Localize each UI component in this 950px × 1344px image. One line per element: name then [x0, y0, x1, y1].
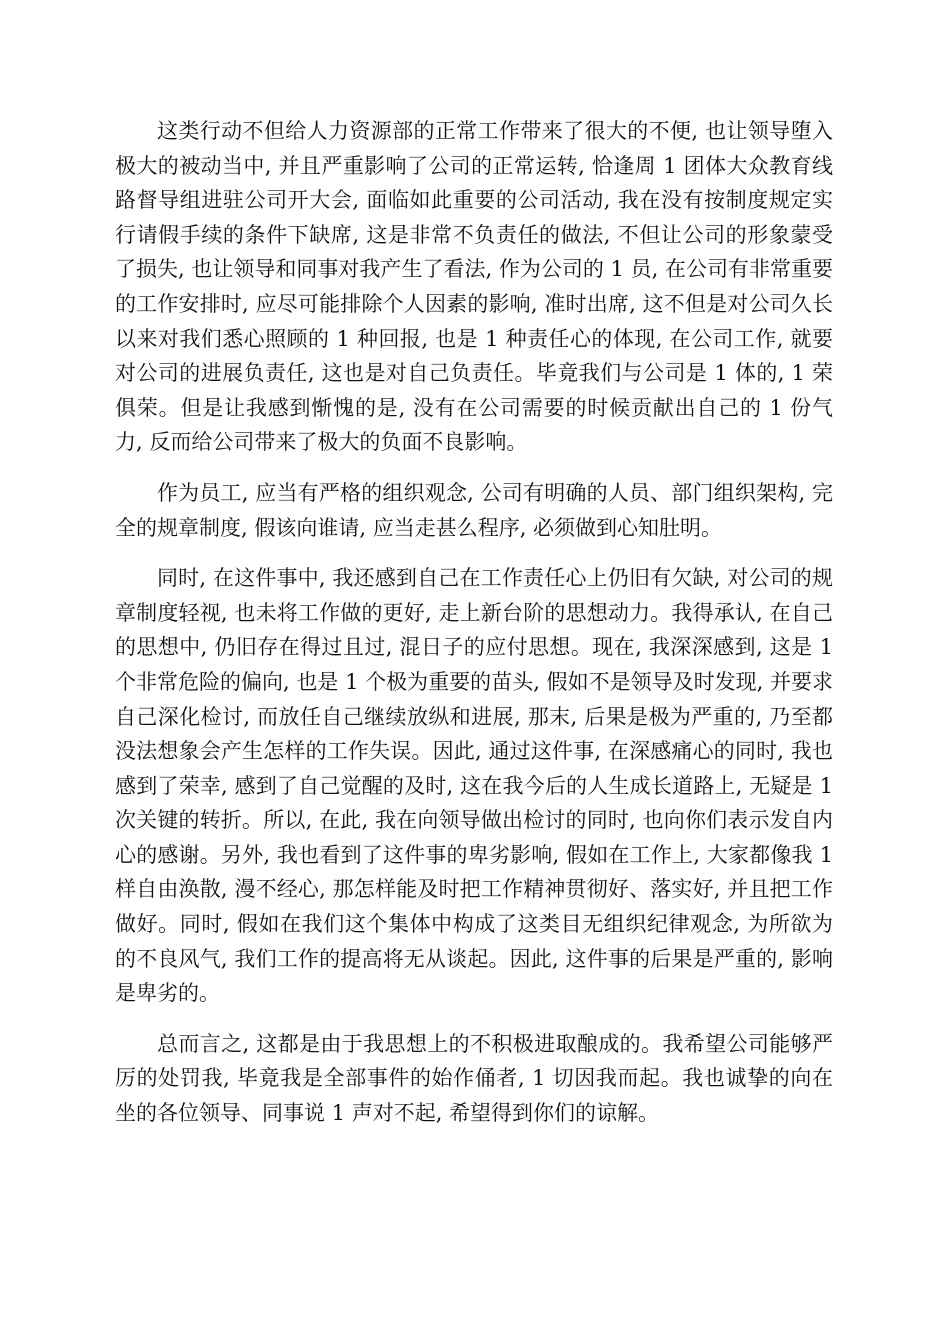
document-body: [115, 114, 833, 1147]
paragraph-4: 总而言之, 这都是由于我思想上的不积极进取酿成的。我希望公司能够严厉的处罚我, 毕竟我是全部事件的始作俑者, 1 切因我而起。我也诚挚的向在坐的各位领导、同事说 1 声对不起, 希望得到你们的谅解。: [115, 1031, 833, 1126]
paragraph-2: 作为员工, 应当有严格的组织观念, 公司有明确的人员、部门组织架构, 完全的规章制度, 假该向谁请, 应当走甚么程序, 必须做到心知肚明。: [115, 480, 833, 540]
paragraph-3: 同时, 在这件事中, 我还感到自己在工作责任心上仍旧有欠缺, 对公司的规章制度轻视, 也未将工作做的更好, 走上新台阶的思想动力。我得承认, 在自己的思想中, 仍旧存在得过且过, 混日子的应付思想。现在, 我深深感到, 这是 1 个非常危险的偏向, 也是 1 个极为重要的苗头, 假如不是领导及时发现, 并要求自己深化检讨, 而放任自己继续放纵和进展, 那末, 后果是极为严重的, 乃至都没法想象会产生怎样的工作失误。因此, 通过这件事, 在深感痛心的同时, 我也感到了荣幸, 感到了自己觉醒的及时, 这在我今后的人生成长道路上, 无疑是 1 次关键的转折。所以, 在此, 我在向领导做出检讨的同时, 也向你们表示发自内心的感谢。另外, 我也看到了这件事的卑劣影响, 假如在工作上, 大家都像我 1 样自由涣散, 漫不经心, 那怎样能及时把工作精神贯彻好、落实好, 并且把工作做好。同时, 假如在我们这个集体中构成了这类目无组织纪律观念, 为所欲为的不良风气, 我们工作的提高将无从谈起。因此, 这件事的后果是严重的, 影响是卑劣的。: [115, 566, 833, 1006]
paragraph-1: 这类行动不但给人力资源部的正常工作带来了很大的不便, 也让领导堕入极大的被动当中, 并且严重影响了公司的正常运转, 恰逢周 1 团体大众教育线路督导组进驻公司开大会, 面临如此重要的公司活动, 我在没有按制度规定实行请假手续的条件下缺席, 这是非常不负责任的做法, 不但让公司的形象蒙受了损失, 也让领导和同事对我产生了看法, 作为公司的 1 员, 在公司有非常重要的工作安排时, 应尽可能排除个人因素的影响, 准时出席, 这不但是对公司久长以来对我们悉心照顾的 1 种回报, 也是 1 种责任心的体现, 在公司工作, 就要对公司的进展负责任, 这也是对自己负责任。毕竟我们与公司是 1 体的, 1 荣俱荣。但是让我感到惭愧的是, 没有在公司需要的时候贡献出自己的 1 份气力, 反而给公司带来了极大的负面不良影响。: [115, 119, 833, 455]
